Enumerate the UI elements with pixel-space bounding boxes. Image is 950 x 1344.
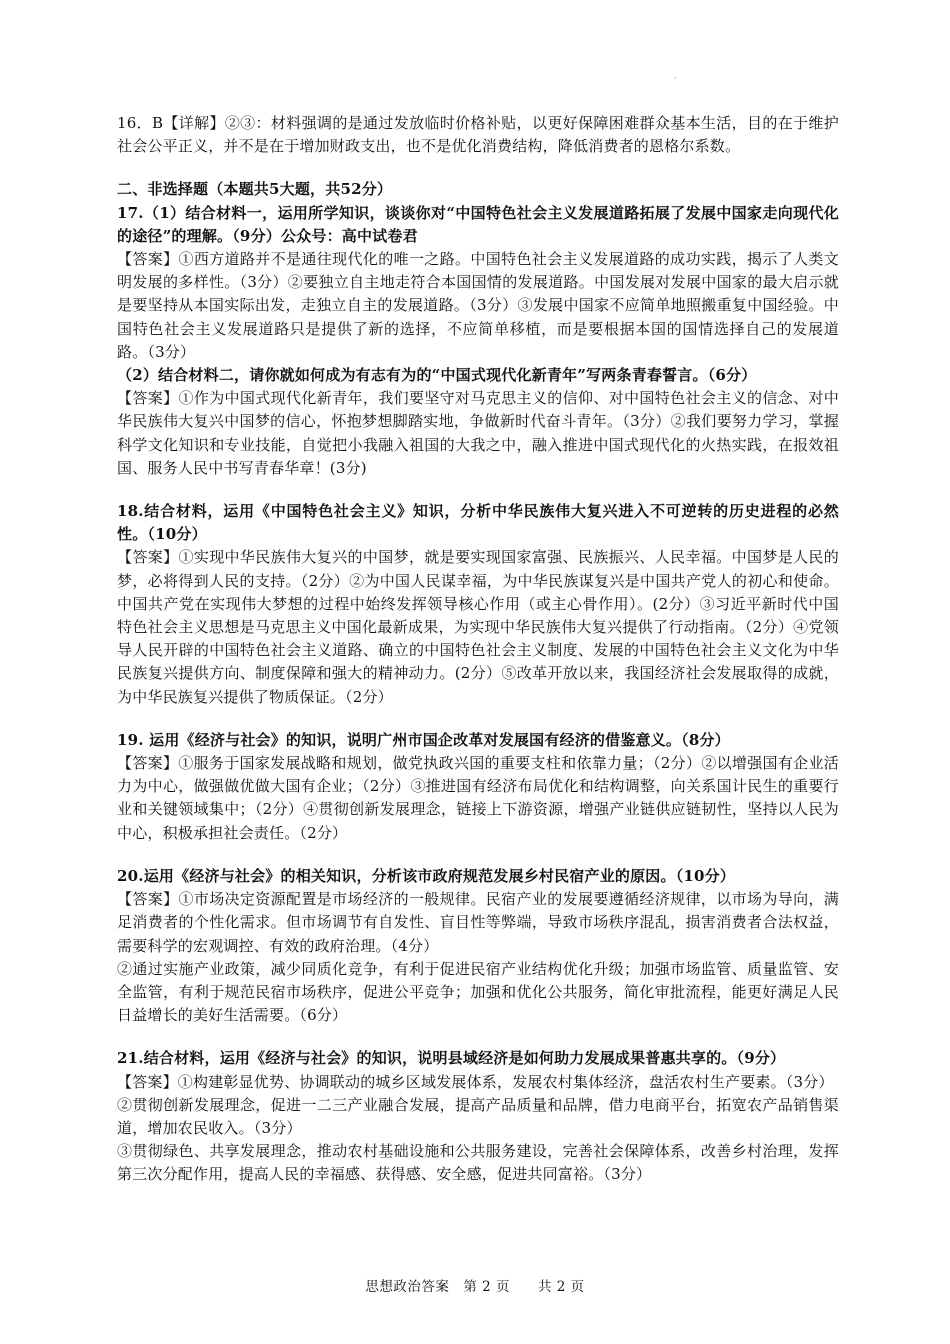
answer-content: [117, 112, 839, 1187]
question-18: 18.结合材料，运用《中国特色社会主义》知识，分析中华民族伟大复兴进入不可逆转的历史进程的必然性。（10分）: [117, 502, 839, 544]
answer-17-2: 【答案】①作为中国式现代化新青年，我们要坚守对马克思主义的信仰、对中国特色社会主义的信念、对中华民族伟大复兴中国梦的信心，怀抱梦想脚踏实地，争做新时代奋斗青年。（3分）②我们要努力学习，掌握科学文化知识和专业技能，自觉把小我融入祖国的大我之中，融入推进中国式现代化的火热实践，在报效祖国、服务人民中书写青春华章！(3分): [117, 389, 839, 477]
answer-17-1: 【答案】①西方道路并不是通往现代化的唯一之路。中国特色社会主义发展道路的成功实践，揭示了人类文明发展的多样性。（3分）②要独立自主地走符合本国国情的发展道路。中国发展对发展中国家的最大启示就是要坚持从本国实际出发，走独立自主的发展道路。（3分）③发展中国家不应简单地照搬重复中国经验。中国特色社会主义发展道路只是提供了新的选择，不应简单移植，而是要根据本国的国情选择自己的发展道路。（3分）: [117, 250, 839, 361]
page-footer: 思想政治答案 第 2 页 共 2 页: [365, 1279, 585, 1295]
scan-dot: ·: [674, 74, 677, 83]
answer-18: 【答案】①实现中华民族伟大复兴的中国梦，就是要实现国家富强、民族振兴、人民幸福。中国梦是人民的梦，必将得到人民的支持。（2分）②为中国人民谋幸福，为中华民族谋复兴是中国共产党人的初心和使命。中国共产党在实现伟大梦想的过程中始终发挥领导核心作用（或主心骨作用）。(2分）③习近平新时代中国特色社会主义思想是马克思主义中国化最新成果，为实现中华民族伟大复兴提供了行动指南。（2分）④党领导人民开辟的中国特色社会主义道路、确立的中国特色社会主义制度、发展的中国特色社会主义文化为中华民族复兴提供方向、制度保障和强大的精神动力。(2分）⑤改革开放以来，我国经济社会发展取得的成就，为中华民族复兴提供了物质保证。（2分）: [117, 548, 839, 706]
answer-16: 16．B【详解】②③：材料强调的是通过发放临时价格补贴，以更好保障困难群众基本生活，目的在于维护社会公平正义，并不是在于增加财政支出，也不是优化消费结构，降低消费者的恩格尔系数。: [117, 114, 839, 156]
question-20: 20.运用《经济与社会》的相关知识，分析该市政府规范发展乡村民宿产业的原因。（10分）: [117, 866, 736, 885]
answer-21-part-1: 【答案】①构建彰显优势、协调联动的城乡区域发展体系，发展农村集体经济，盘活农村生产要素。（3分）: [117, 1072, 834, 1091]
answer-21-part-3: ③贯彻绿色、共享发展理念，推动农村基础设施和公共服务建设，完善社会保障体系，改善乡村治理，发挥第三次分配作用，提高人民的幸福感、获得感、安全感，促进共同富裕。（3分）: [117, 1142, 839, 1184]
section-heading: 二、非选择题（本题共5大题，共52分）: [117, 180, 393, 199]
answer-20-part-1: 【答案】①市场决定资源配置是市场经济的一般规律。民宿产业的发展要遵循经济规律，以市场为导向，满足消费者的个性化需求。但市场调节有自发性、盲目性等弊端，导致市场秩序混乱，损害消费者合法权益，需要科学的宏观调控、有效的政府治理。（4分）: [117, 890, 839, 955]
answer-20-part-2: ②通过实施产业政策，减少同质化竞争，有利于促进民宿产业结构优化升级；加强市场监管、质量监管、安全监管，有利于规范民宿市场秩序，促进公平竞争；加强和优化公共服务，简化审批流程，能更好满足人民日益增长的美好生活需要。（6分）: [117, 959, 839, 1025]
question-19: 19. 运用《经济与社会》的知识，说明广州市国企改革对发展国有经济的借鉴意义。（8分）: [117, 730, 730, 749]
question-17-2: （2）结合材料二，请你就如何成为有志有为的“中国式现代化新青年”写两条青春誓言。（6分）: [117, 366, 757, 385]
question-21: 21.结合材料，运用《经济与社会》的知识，说明县域经济是如何助力发展成果普惠共享的。（9分）: [117, 1049, 786, 1068]
question-17-1: 17.（1）结合材料一，运用所学知识，谈谈你对“中国特色社会主义发展道路拓展了发展中国家走向现代化的途径”的理解。（9分）公众号：高中试卷君: [117, 203, 839, 245]
answer-19: 【答案】①服务于国家发展战略和规划，做党执政兴国的重要支柱和依靠力量；（2分）②以增强国有企业活力为中心，做强做优做大国有企业；（2分）③推进国有经济布局优化和结构调整，向关系国计民生的重要行业和关键领域集中；（2分）④贯彻创新发展理念，链接上下游资源，增强产业链供应链韧性，坚持以人民为中心，积极承担社会责任。（2分）: [117, 754, 839, 842]
answer-21-part-2: ②贯彻创新发展理念，促进一二三产业融合发展，提高产品质量和品牌，借力电商平台，拓宽农产品销售渠道，增加农民收入。（3分）: [117, 1095, 839, 1137]
